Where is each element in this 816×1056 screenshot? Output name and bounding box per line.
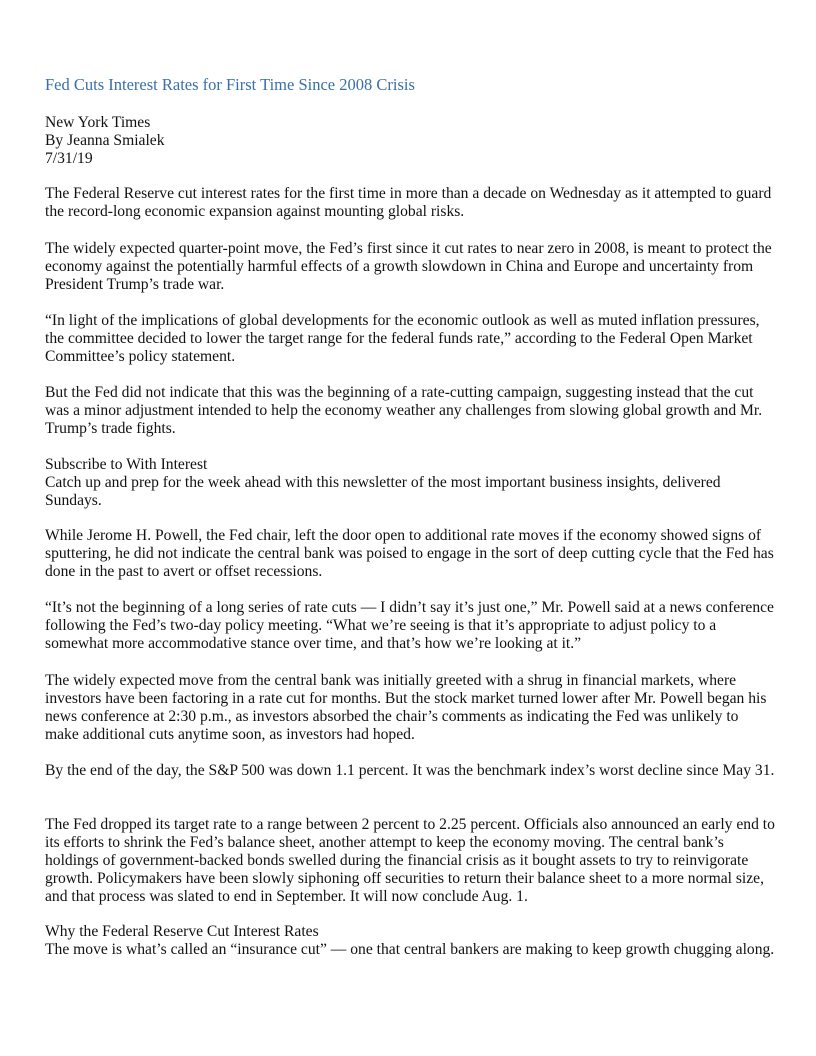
article-paragraph: While Jerome H. Powell, the Fed chair, left the door open to additional rate moves if the economy showed signs of sputtering, he did not indicate the central bank was poised to engage in the sort of deep cutting cycle that the Fed has done in the past to avert or offset recessions. — [45, 527, 774, 580]
related-description: The move is what’s called an “insurance cut” — one that central bankers are making to keep growth chugging along. — [45, 941, 775, 958]
related-heading: Why the Federal Reserve Cut Interest Rates — [45, 923, 319, 940]
article-paragraph: The widely expected quarter-point move, the Fed’s first since it cut rates to near zero in 2008, is meant to protect the economy against the potentially harmful effects of a growth slowdown in China and Europe and uncertainty from President Trump’s trade war. — [45, 240, 772, 293]
article-title: Fed Cuts Interest Rates for First Time Since 2008 Crisis — [45, 75, 415, 94]
newsletter-promo — [45, 456, 775, 510]
article-date: 7/31/19 — [45, 150, 93, 167]
related-article — [45, 923, 775, 959]
article-paragraph: The widely expected move from the central bank was initially greeted with a shrug in financial markets, where investors have been factoring in a rate cut for months. But the stock market turned lower after Mr. Powell began his news conference at 2:30 p.m., as investors absorbed the chair’s comments as indicating the Fed was unlikely to make additional cuts anytime soon, as investors had hoped. — [45, 672, 767, 743]
article-paragraph: But the Fed did not indicate that this was the beginning of a rate-cutting campaign, suggesting instead that the cut was a minor adjustment intended to help the economy weather any challenges from slowing global growth and Mr. Trump’s trade fights. — [45, 384, 763, 437]
newsletter-heading: Subscribe to With Interest — [45, 456, 208, 473]
article-source: New York Times — [45, 114, 151, 131]
article-paragraph: The Federal Reserve cut interest rates for the first time in more than a decade on Wednesday as it attempted to guard the record-long economic expansion against mounting global risks. — [45, 185, 772, 220]
newsletter-description: Catch up and prep for the week ahead with this newsletter of the most important business insights, delivered Sundays. — [45, 474, 721, 509]
article-paragraph: By the end of the day, the S&P 500 was down 1.1 percent. It was the benchmark index’s worst decline since May 31. — [45, 762, 775, 779]
article-byline: By Jeanna Smialek — [45, 132, 165, 149]
article-paragraph: “In light of the implications of global developments for the economic outlook as well as muted inflation pressures, the committee decided to lower the target range for the federal funds rate,” according to the Federal Open Market Committee’s policy statement. — [45, 312, 760, 365]
article-meta — [45, 114, 775, 168]
article-paragraph: The Fed dropped its target rate to a range between 2 percent to 2.25 percent. Officials also announced an early end to its efforts to shrink the Fed’s balance sheet, another attempt to keep the economy moving. The central bank’s holdings of government-backed bonds swelled during the financial crisis as it bought assets to try to reinvigorate growth. Policymakers have been slowly siphoning off securities to return their balance sheet to a more normal size, and that process was slated to end in September. It will now conclude Aug. 1. — [45, 816, 775, 905]
article-paragraph: “It’s not the beginning of a long series of rate cuts — I didn’t say it’s just one,” Mr. Powell said at a news conference following the Fed’s two-day policy meeting. “What we’re seeing is that it’s appropriate to adjust policy to a somewhat more accommodative stance over time, and that’s how we’re looking at it.” — [45, 599, 774, 652]
